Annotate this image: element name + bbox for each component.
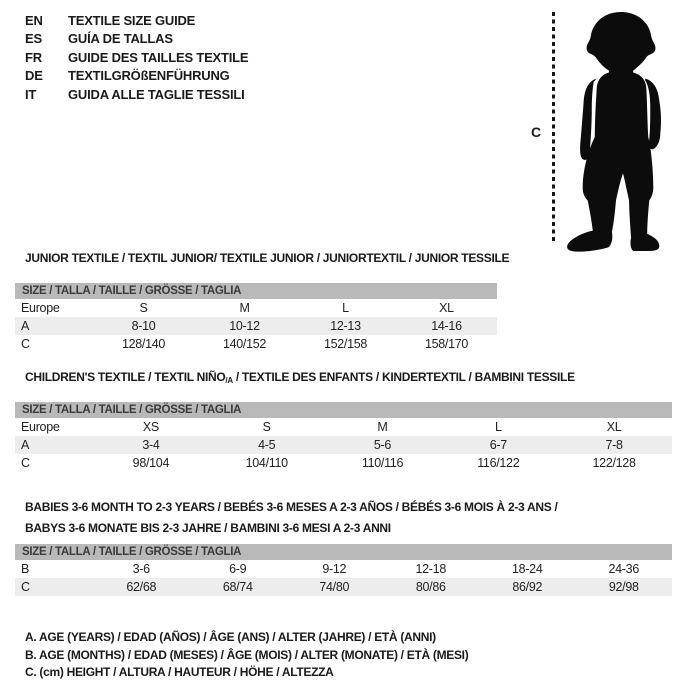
table-cell: 8-10 bbox=[131, 319, 156, 333]
table-cell: 6-9 bbox=[229, 562, 247, 576]
table-cell: 140/152 bbox=[222, 337, 267, 351]
table-cell: 9-12 bbox=[322, 562, 347, 576]
table-cell: 110/116 bbox=[361, 456, 404, 470]
table-cell: 104/110 bbox=[245, 456, 288, 470]
table-cell: 62/68 bbox=[126, 580, 157, 594]
row-label: Europe bbox=[21, 420, 60, 434]
footnote-a: A. AGE (YEARS) / EDAD (AÑOS) / ÂGE (ANS) / ALTER (JAHRE) / ETÀ (ANNI) bbox=[25, 630, 436, 644]
table-cell: 74/80 bbox=[319, 580, 350, 594]
section-title-text: CHILDREN'S TEXTILE / TEXTIL NIÑO bbox=[25, 370, 226, 384]
row-label: C bbox=[21, 337, 30, 351]
table-cell: 6-7 bbox=[489, 438, 507, 452]
row-label: Europe bbox=[21, 301, 60, 315]
row-label: B bbox=[21, 562, 30, 576]
table-cell: 12-13 bbox=[330, 319, 361, 333]
table-row-age bbox=[15, 317, 497, 335]
table-cell: L bbox=[494, 420, 502, 434]
section-title-subscript: /A bbox=[225, 376, 233, 385]
table-cell: 116/122 bbox=[477, 456, 520, 470]
table-row-height bbox=[15, 335, 497, 353]
table-cell: XS bbox=[142, 420, 159, 434]
row-label: A bbox=[21, 438, 30, 452]
table-header-bar: SIZE / TALLA / TAILLE / GRÖSSE / TAGLIA bbox=[15, 402, 672, 418]
row-label: C bbox=[21, 580, 30, 594]
lang-row-en bbox=[25, 12, 248, 30]
table-cell: S bbox=[262, 420, 271, 434]
lang-label: GUIDA ALLE TAGLIE TESSILI bbox=[68, 86, 245, 102]
footnote-c: C. (cm) HEIGHT / ALTURA / HAUTEUR / HÖHE / ALTEZZA bbox=[25, 665, 334, 679]
footnote-b: B. AGE (MONTHS) / EDAD (MESES) / ÂGE (MOIS) / ALTER (MONATE) / ETÀ (MESI) bbox=[25, 647, 469, 662]
lang-label: GUIDE DES TAILLES TEXTILE bbox=[68, 49, 249, 65]
table-cell: 7-8 bbox=[605, 438, 623, 452]
table-cell: 92/98 bbox=[608, 580, 639, 594]
lang-label: TEXTILE SIZE GUIDE bbox=[68, 13, 196, 28]
section-title-junior bbox=[25, 251, 509, 265]
language-list bbox=[25, 12, 248, 104]
table-cell: 18-24 bbox=[512, 562, 543, 576]
table-cell: 5-6 bbox=[373, 438, 392, 452]
lang-label: TEXTILGRÖßENFÜHRUNG bbox=[68, 68, 230, 84]
section-title-babies bbox=[25, 497, 557, 539]
toddler-silhouette-icon bbox=[558, 8, 680, 254]
table-cell: XL bbox=[606, 420, 622, 434]
section-title-line2: BABYS 3-6 MONATE BIS 2-3 JAHRE / BAMBINI 3-6 MESI A 2-3 ANNI bbox=[25, 521, 391, 535]
table-cell: M bbox=[377, 420, 388, 434]
section-title-children bbox=[25, 370, 575, 385]
row-label: A bbox=[21, 319, 30, 333]
table-cell: 12-18 bbox=[415, 562, 446, 576]
lang-row-fr bbox=[25, 49, 248, 67]
table-cell: 122/128 bbox=[592, 456, 636, 470]
table-row-height bbox=[15, 578, 672, 596]
table-row-age bbox=[15, 436, 672, 454]
table-cell: M bbox=[239, 301, 250, 315]
table-row-height bbox=[15, 454, 672, 472]
table-cell: 128/140 bbox=[121, 337, 166, 351]
table-cell: 10-12 bbox=[229, 319, 260, 333]
babies-size-table bbox=[15, 544, 672, 596]
table-cell: 14-16 bbox=[431, 319, 462, 333]
height-dashed-line bbox=[552, 12, 555, 242]
lang-code: ES bbox=[25, 31, 42, 47]
table-row-europe bbox=[15, 418, 672, 436]
table-header-bar: SIZE / TALLA / TAILLE / GRÖSSE / TAGLIA bbox=[15, 544, 672, 560]
table-cell: 24-36 bbox=[608, 562, 639, 576]
table-cell: 80/86 bbox=[415, 580, 446, 594]
table-cell: 3-6 bbox=[132, 562, 150, 576]
table-row-europe bbox=[15, 299, 497, 317]
lang-code: DE bbox=[25, 68, 43, 84]
table-header-bar: SIZE / TALLA / TAILLE / GRÖSSE / TAGLIA bbox=[15, 283, 497, 299]
table-cell: 3-4 bbox=[142, 438, 160, 452]
lang-row-es bbox=[25, 30, 248, 48]
junior-size-table bbox=[15, 283, 497, 353]
height-marker-label: C bbox=[531, 124, 542, 140]
table-cell: L bbox=[342, 301, 349, 315]
lang-code: IT bbox=[25, 86, 37, 102]
table-cell: XL bbox=[439, 301, 454, 315]
lang-row-de bbox=[25, 67, 248, 85]
lang-row-it bbox=[25, 86, 248, 104]
table-cell: 158/170 bbox=[424, 337, 469, 351]
table-cell: 4-5 bbox=[258, 438, 276, 452]
table-row-months bbox=[15, 560, 672, 578]
table-cell: 152/158 bbox=[323, 337, 368, 351]
section-title-text: JUNIOR TEXTILE / TEXTIL JUNIOR/ TEXTILE JUNIOR / JUNIORTEXTIL / JUNIOR TESSILE bbox=[25, 251, 510, 265]
footnotes bbox=[25, 629, 468, 682]
table-cell: 68/74 bbox=[222, 580, 253, 594]
lang-code: FR bbox=[25, 49, 42, 65]
table-cell: 86/92 bbox=[512, 580, 543, 594]
table-cell: S bbox=[139, 301, 148, 315]
lang-label: GUÍA DE TALLAS bbox=[68, 31, 173, 47]
section-title-line1: BABIES 3-6 MONTH TO 2-3 YEARS / BEBÉS 3-6 MESES A 2-3 AÑOS / BÉBÉS 3-6 MOIS À 2-3 ANS / bbox=[25, 500, 558, 514]
table-cell: 98/104 bbox=[132, 456, 170, 470]
section-title-text: / TEXTILE DES ENFANTS / KINDERTEXTIL / BAMBINI TESSILE bbox=[232, 370, 575, 384]
lang-code: EN bbox=[25, 13, 43, 28]
row-label: C bbox=[21, 456, 30, 470]
children-size-table bbox=[15, 402, 672, 472]
